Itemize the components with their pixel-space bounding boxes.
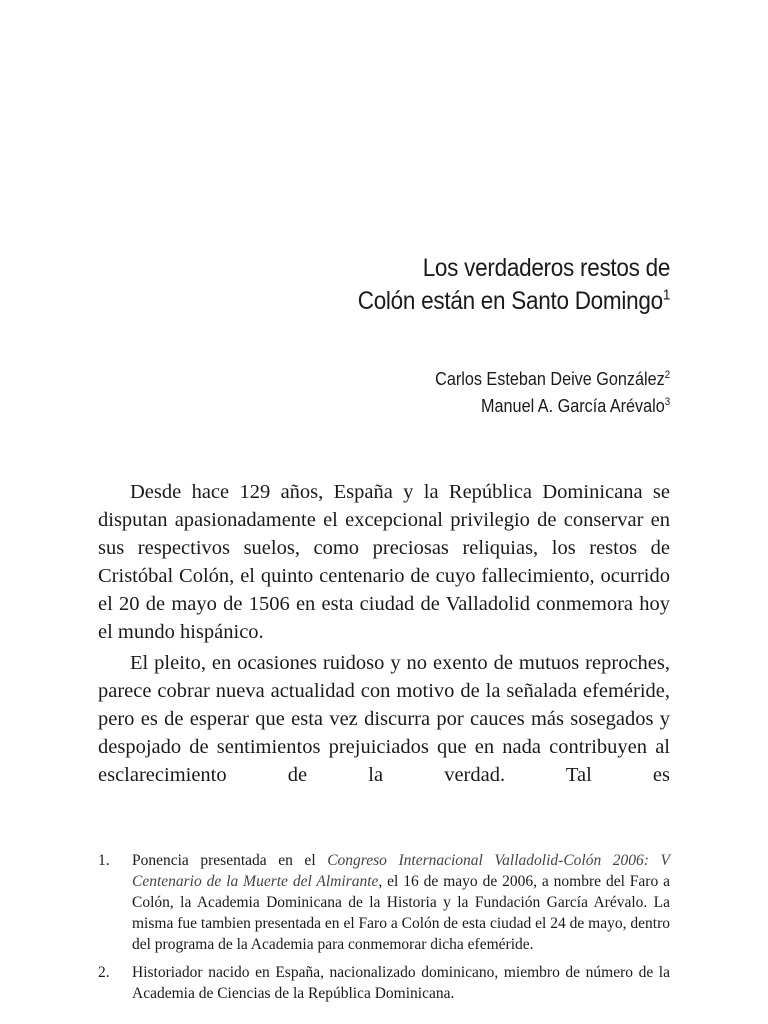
footnote-italic-title: Congreso Internacional Valladolid-Colón 2006: V Centenario de la Muerte del Almirante bbox=[132, 852, 670, 890]
footnote-number: 1. bbox=[98, 852, 110, 869]
title-line-2 bbox=[358, 285, 670, 318]
article-title bbox=[358, 252, 670, 318]
paragraph: Desde hace 129 años, España y la República Dominicana se disputan apasionadamente el excepcional privilegio de conservar en sus respectivos suelos, como preciosas reliquias, los restos de Cristóbal Colón, el quinto centenario de cuyo fallecimiento, ocurrido el 20 de mayo de 1506 en esta ciudad de Valladolid conmemora hoy el mundo hispánico. bbox=[98, 481, 670, 643]
footnote-text bbox=[132, 850, 670, 955]
title-footnote-ref: 1 bbox=[662, 286, 670, 304]
paragraph: El pleito, en ocasiones ruidoso y no exento de mutuos reproches, parece cobrar nueva actualidad con motivo de la señalada efeméride, pero es de esperar que esta vez discurra por cauces más sosegados y despojado de sentimientos prejuiciados que en nada contribuyen al esclarecimiento de la verdad. Tal es bbox=[98, 652, 670, 786]
author-list bbox=[435, 366, 670, 420]
footnote-number: 2. bbox=[98, 964, 110, 981]
author-2 bbox=[435, 393, 670, 420]
footnote-text-start: Ponencia presentada en el bbox=[132, 852, 328, 869]
footnote-text: Historiador nacido en España, nacionalizado dominicano, miembro de número de la Academia de Ciencias de la República Dominicana. bbox=[132, 964, 670, 1002]
author-footnote-ref: 3 bbox=[664, 396, 670, 408]
author-1 bbox=[435, 366, 670, 393]
author-name: Manuel A. García Arévalo bbox=[480, 396, 665, 416]
author-footnote-ref: 2 bbox=[664, 369, 670, 381]
footnote-1 bbox=[98, 850, 670, 955]
title-line-1: Los verdaderos restos de bbox=[422, 254, 670, 282]
body-text bbox=[98, 478, 670, 792]
footnotes bbox=[98, 850, 670, 1011]
title-line-2-text: Colón están en Santo Domingo bbox=[357, 287, 663, 315]
author-name: Carlos Esteban Deive González bbox=[434, 369, 665, 389]
footnote-text-end: , el 16 de mayo de 2006, a nombre del Faro a Colón, la Academia Dominicana de la Historia y la Fundación García Arévalo. La misma fue tambien presentada en el Faro a Colón de esta ciudad el 24 de mayo, dentro del programa de la Academia para conmemorar dicha efeméride. bbox=[132, 873, 670, 953]
footnote-2 bbox=[98, 962, 670, 1004]
